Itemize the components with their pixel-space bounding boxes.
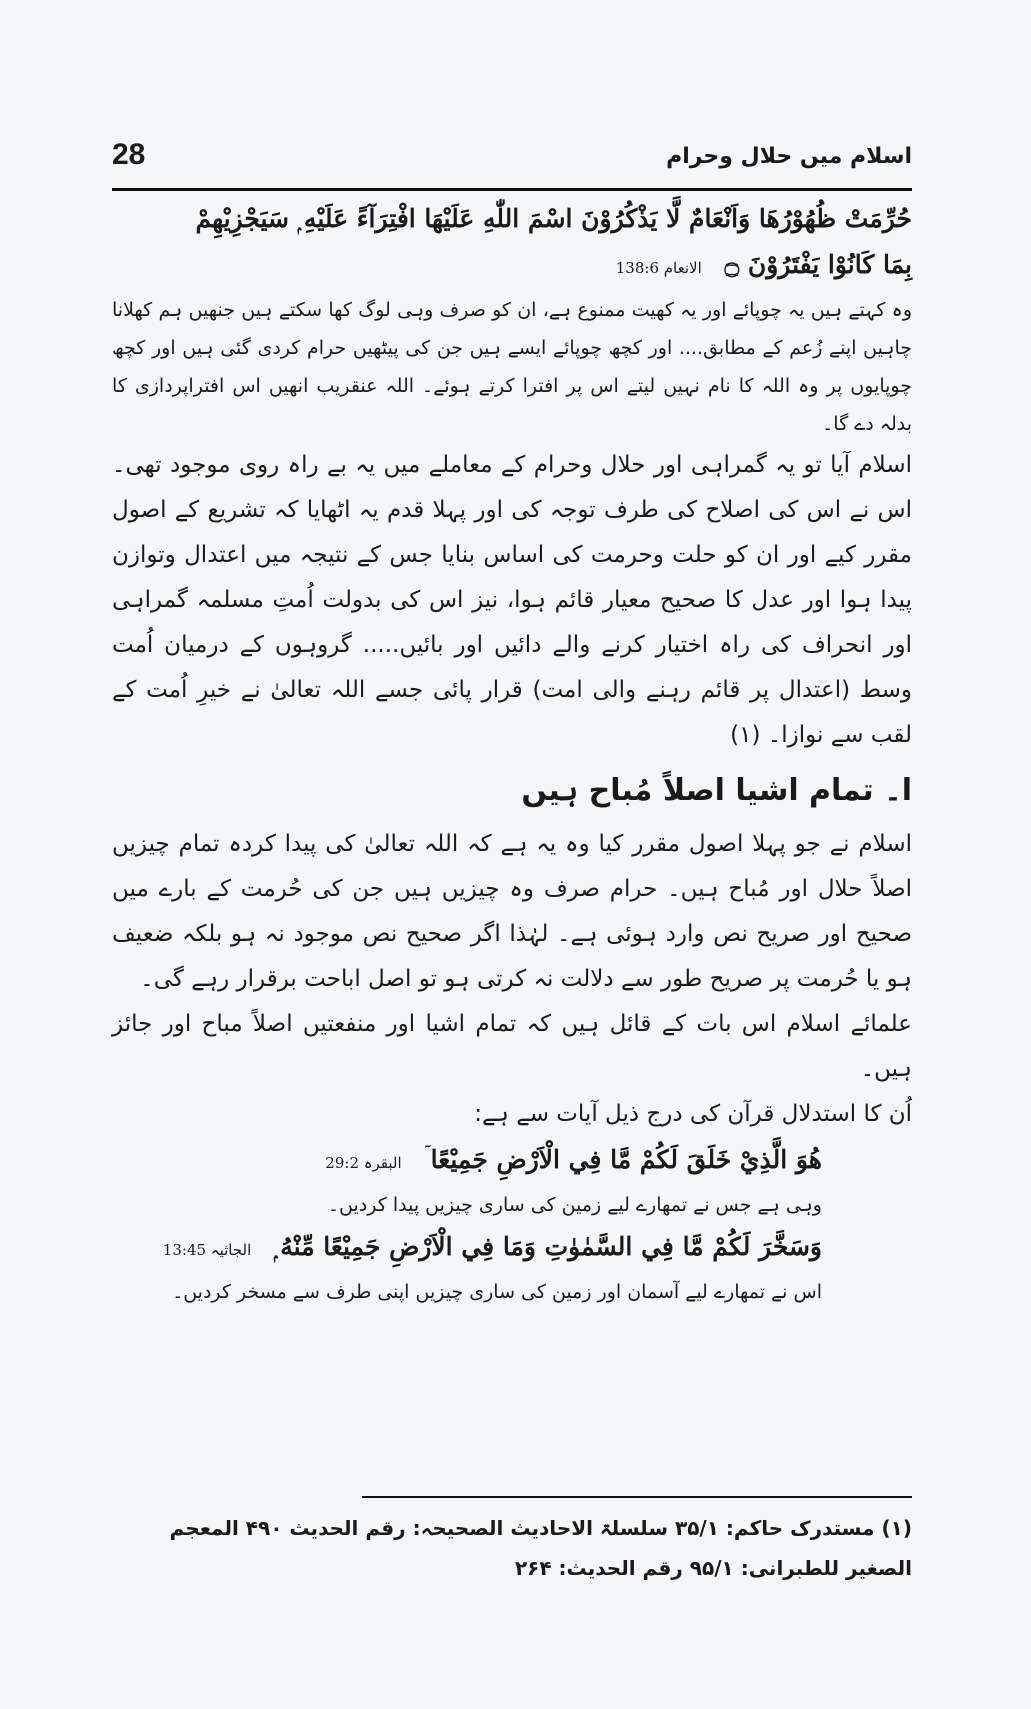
paragraph: اُن کا استدلال قرآن کی درج ذیل آیات سے ہے: xyxy=(474,1101,912,1127)
page-number: 28 xyxy=(112,138,146,171)
footnote-divider xyxy=(362,1496,912,1498)
page-header xyxy=(112,138,912,191)
quran-verse-text: وَسَخَّرَ لَكُمْ مَّا فِي السَّمٰوٰتِ وَمَا فِي الْاَرْضِ جَمِيْعًا مِّنْهُ ۭ xyxy=(274,1232,822,1261)
quran-verse-line-2-text: بِمَا كَانُوْا يَفْتَرُوْنَ ۝ xyxy=(724,250,912,279)
quran-verse-text: هُوَ الَّذِيْ خَلَقَ لَكُمْ مَّا فِي الْاَرْضِ جَمِيْعًا ۤ xyxy=(424,1145,822,1174)
quran-verse xyxy=(112,1137,912,1186)
quran-verse-line-1: حُرِّمَتْ ظُهُوْرُهَا وَاَنْعَامٌ لَّا يَذْكُرُوْنَ اسْمَ اللّٰهِ عَلَيْهَا افْتِرَآءً عَلَيْهِ ۭ سَيَجْزِيْهِمْ xyxy=(195,204,912,233)
paragraph: علمائے اسلام اس بات کے قائل ہیں کہ تمام اشیا اور منفعتیں اصلاً مباح اور جائز ہیں۔ xyxy=(112,1011,912,1082)
page-body xyxy=(112,196,912,1311)
verse-reference: الانعام 138:6 xyxy=(615,259,702,277)
verse-reference: الجاثیہ 13:45 xyxy=(162,1241,252,1259)
paragraph: اسلام نے جو پہلا اصول مقرر کیا وہ یہ ہے کہ اللہ تعالیٰ کی پیدا کردہ تمام چیزیں اصلاً حلال اور مُباح ہیں۔ حرام صرف وہ چیزیں ہیں جن کی حُرمت کے بارے میں صحیح اور صریح نص وارد ہوئی ہے۔ لہٰذا اگر صحیح نص موجود نہ ہو بلکہ ضعیف ہو یا حُرمت پر صریح طور سے دلالت نہ کرتی ہو تو اصل اباحت برقرار رہے گی۔ xyxy=(112,831,912,992)
quran-verse-line-2 xyxy=(112,242,912,291)
paragraph: اسلام آیا تو یہ گمراہی اور حلال وحرام کے معاملے میں یہ بے راہ روی موجود تھی۔ اس نے اس کی اصلاح کی طرف توجہ کی اور پہلا قدم یہ اٹھایا کہ تشریع کے اصول مقرر کیے اور ان کو حلت وحرمت کی اساس بنایا جس کے نتیجہ میں اعتدال وتوازن پیدا ہوا اور عدل کا صحیح معیار قائم ہوا، نیز اس کی بدولت اُمتِ مسلمہ گمراہی اور انحراف کی راہ اختیار کرنے والے دائیں اور بائیں..... گروہوں کے درمیان اُمت وسط (اعتدال پر قائم رہنے والی امت) قرار پائی جسے اللہ تعالیٰ نے خیرِ اُمت کے لقب سے نوازا۔ (۱) xyxy=(112,452,912,748)
verse-translation: وہ کہتے ہیں یہ چوپائے اور یہ کھیت ممنوع ہے، ان کو صرف وہی لوگ کھا سکتے ہیں جنھیں ہم کھلانا چاہیں اپنے زُعم کے مطابق.... اور کچھ چوپائے ایسے ہیں جن کی پیٹھیں حرام کردی گئی ہیں اور کچھ چوپایوں پر وہ اللہ کا نام نہیں لیتے اس پر افترا کرتے ہوئے۔ اللہ عنقریب انھیں اس افتراپردازی کا بدلہ دے گا۔ xyxy=(112,299,912,435)
verse-translation: اس نے تمھارے لیے آسمان اور زمین کی ساری چیزیں اپنی طرف سے مسخر کردیں۔ xyxy=(172,1281,822,1303)
section-heading: ا۔ تمام اشیا اصلاً مُباح ہیں xyxy=(521,773,912,808)
quran-verse xyxy=(112,1224,912,1273)
running-title: اسلام میں حلال وحرام xyxy=(666,144,912,169)
footnote: (۱) مستدرک حاکم: ۳۵/۱ سلسلۃ الاحادیث الصحیحہ: رقم الحدیث ۴۹۰ المعجم الصغیر للطبرانی: ۹۵/۱ رقم الحدیث: ۲۶۴ xyxy=(169,1516,912,1580)
verse-reference: البقرہ 29:2 xyxy=(325,1154,402,1172)
verse-translation: وہی ہے جس نے تمھارے لیے زمین کی ساری چیزیں پیدا کردیں۔ xyxy=(327,1194,822,1216)
